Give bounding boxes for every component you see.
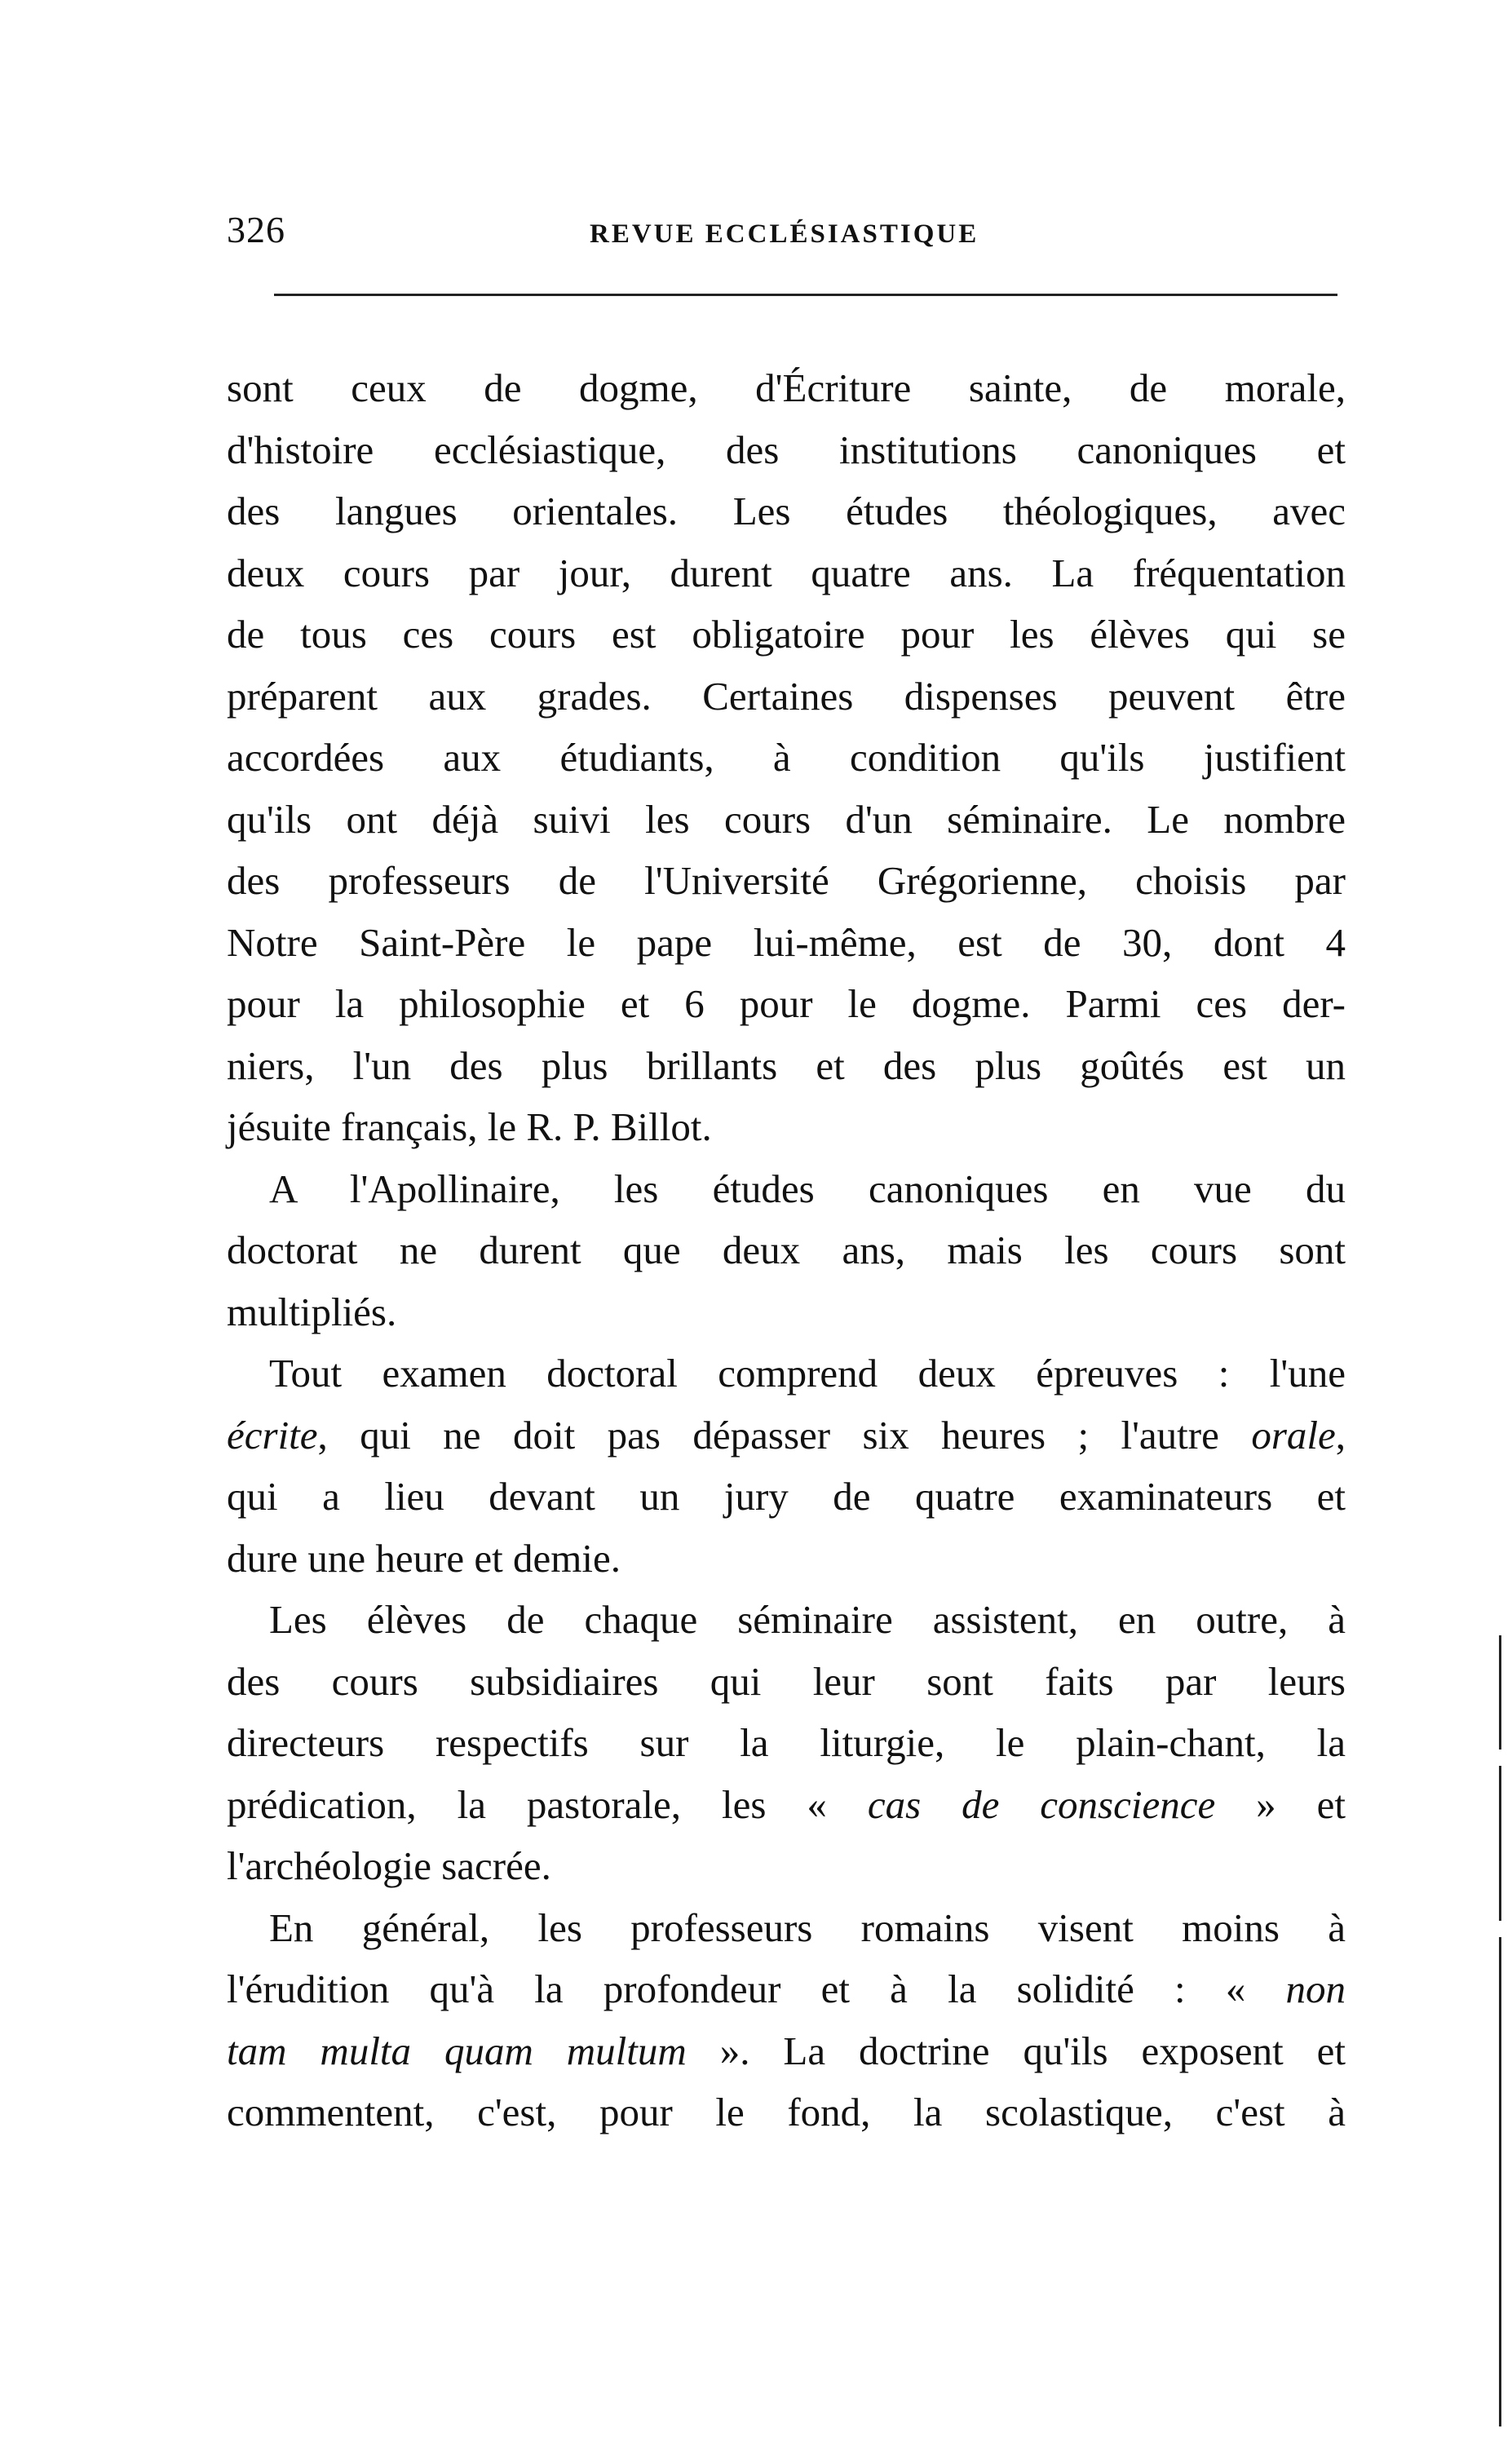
text-line: des cours subsidiaires qui leur sont faits par leurs	[227, 1658, 1346, 1704]
margin-rule	[1499, 1937, 1501, 2426]
text-line: Les élèves de chaque séminaire assistent, en outre, à	[269, 1597, 1346, 1642]
text-line: préparent aux grades. Certaines dispenses peuvent être	[227, 673, 1346, 719]
italic-segment: orale	[1251, 1412, 1336, 1458]
italic-segment: écrite	[227, 1412, 318, 1458]
italic-segment: cas de conscience	[867, 1781, 1216, 1827]
text-line: jésuite français, le R. P. Billot.	[227, 1104, 712, 1149]
text-line: doctorat ne durent que deux ans, mais les cours sont	[227, 1228, 1346, 1272]
text-line: d'histoire ecclésiastique, des institutions canoniques et	[227, 427, 1346, 472]
text-line: des professeurs de l'Université Grégorienne, choisis par	[227, 858, 1346, 903]
running-title: REVUE ECCLÉSIASTIQUE	[590, 219, 979, 249]
text-line	[227, 2020, 1346, 2082]
header-rule	[274, 294, 1337, 296]
text-line: niers, l'un des plus brillants et des plus goûtés est un	[227, 1042, 1346, 1088]
page-header	[227, 208, 1346, 265]
text-line: de tous ces cours est obligatoire pour les élèves qui se	[227, 612, 1346, 657]
text-line	[227, 1774, 1346, 1836]
line-segment: l'érudition qu'à la profondeur et à la solidité : «	[227, 1966, 1286, 2011]
text-line: des langues orientales. Les études théologiques, avec	[227, 489, 1346, 533]
text-line: commentent, c'est, pour le fond, la scolastique, c'est à	[227, 2090, 1346, 2134]
page-number: 326	[227, 209, 285, 250]
text-line: Notre Saint-Père le pape lui-même, est de 30, dont 4	[227, 919, 1346, 965]
text-line: deux cours par jour, durent quatre ans. La fréquentation	[227, 550, 1346, 595]
line-segment: prédication, la pastorale, les «	[227, 1781, 868, 1827]
text-line	[227, 1405, 1346, 1466]
line-segment: , qui ne doit pas dépasser six heures ; l'autre	[317, 1412, 1252, 1458]
text-line: Tout examen doctoral comprend deux épreuves : l'une	[269, 1351, 1346, 1396]
text-line: l'archéologie sacrée.	[227, 1843, 551, 1888]
text-line: A l'Apollinaire, les études canoniques en vue du	[269, 1166, 1346, 1211]
italic-segment: tam multa quam multum	[227, 2028, 687, 2073]
text-line: directeurs respectifs sur la liturgie, le plain-chant, la	[227, 1720, 1346, 1765]
text-line: dure une heure et demie.	[227, 1535, 621, 1581]
body-text	[227, 357, 1346, 2143]
line-segment: ,	[1335, 1412, 1346, 1458]
margin-rule	[1499, 1635, 1501, 1750]
margin-rule	[1499, 1766, 1501, 1921]
text-line: En général, les professeurs romains visent moins à	[269, 1904, 1346, 1950]
text-line: qui a lieu devant un jury de quatre examinateurs et	[227, 1474, 1346, 1519]
text-line: multipliés.	[227, 1289, 397, 1334]
text-line: sont ceux de dogme, d'Écriture sainte, de morale,	[227, 365, 1346, 410]
line-segment: ». La doctrine qu'ils exposent et	[686, 2028, 1346, 2073]
line-segment: » et	[1215, 1781, 1346, 1827]
text-line: pour la philosophie et 6 pour le dogme. Parmi ces der-	[227, 981, 1346, 1026]
text-line: qu'ils ont déjà suivi les cours d'un séminaire. Le nombre	[227, 796, 1346, 842]
text-line	[227, 1958, 1346, 2020]
italic-segment: non	[1285, 1966, 1346, 2011]
text-line: accordées aux étudiants, à condition qu'ils justifient	[227, 735, 1346, 780]
